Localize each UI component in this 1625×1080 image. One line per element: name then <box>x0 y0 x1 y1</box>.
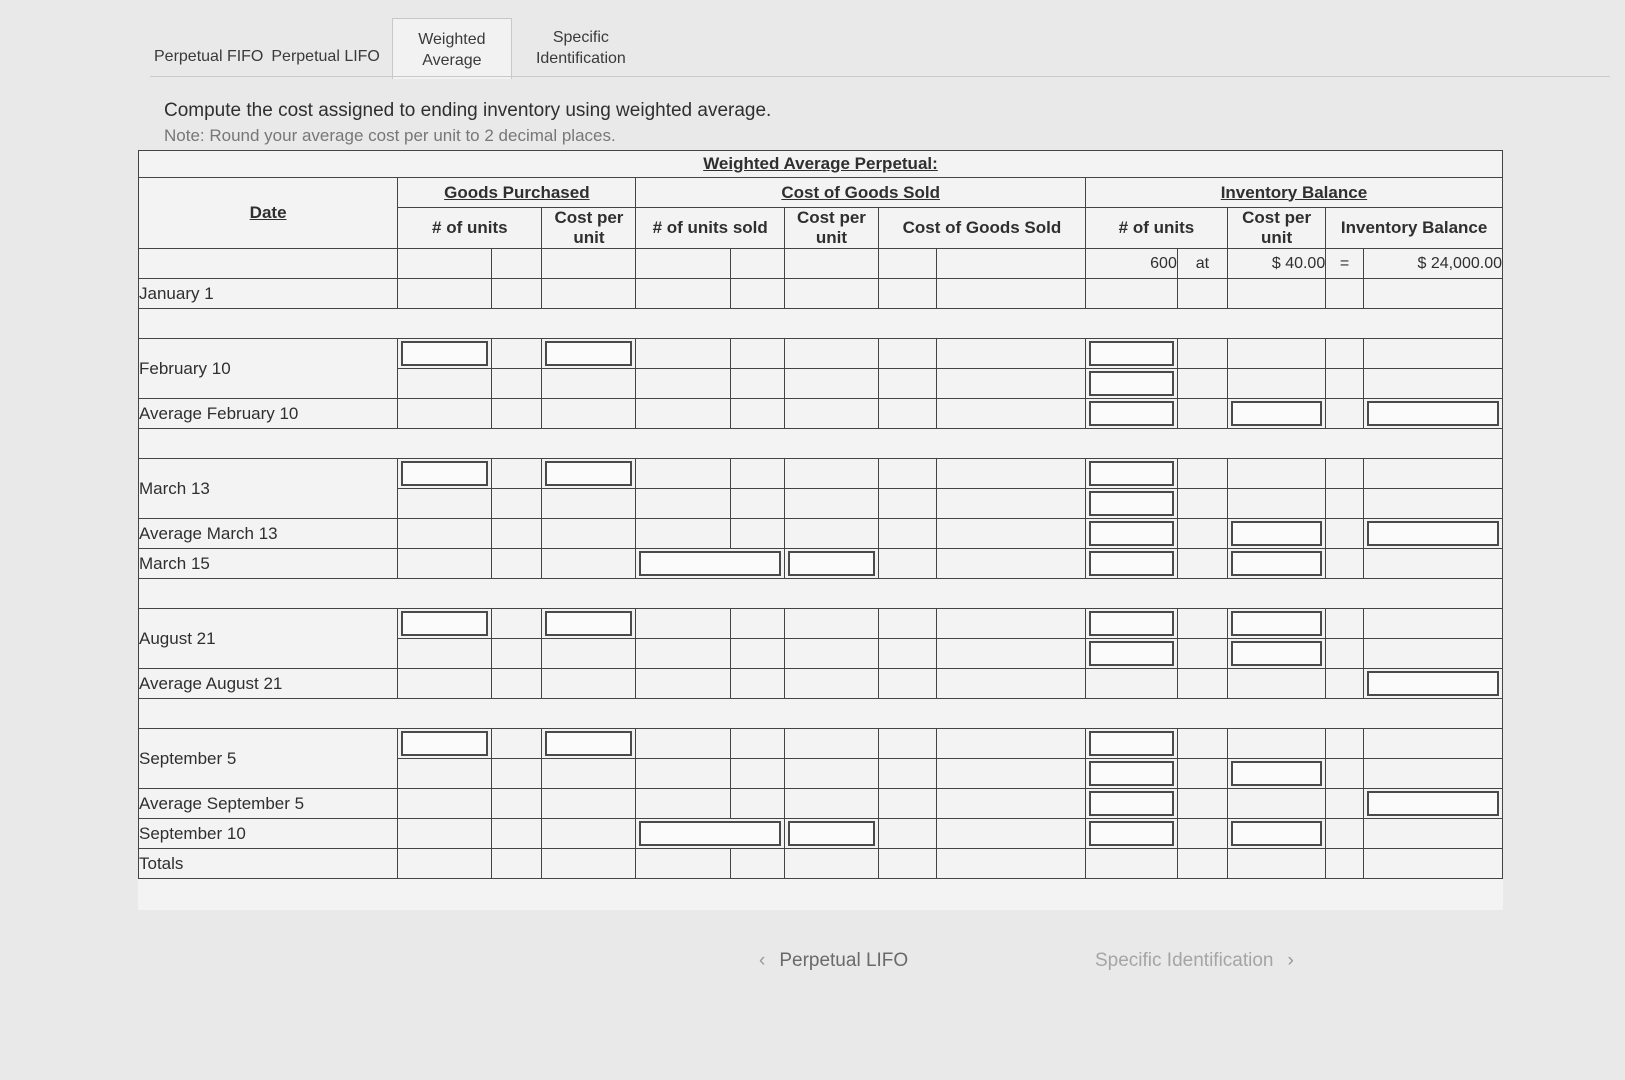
sep5-purchase-units-input[interactable] <box>401 731 488 756</box>
ib-units-header: # of units <box>1085 208 1227 249</box>
inventory-balance-header: Inventory Balance <box>1085 178 1502 208</box>
instruction-text: Compute the cost assigned to ending inventory using weighted average. <box>164 100 772 121</box>
sep10-balance-units-input[interactable] <box>1089 821 1174 846</box>
feb10-purchase-cost-input[interactable] <box>545 341 632 366</box>
avg-mar13-units-input[interactable] <box>1089 521 1174 546</box>
feb10-balance-units-input-2[interactable] <box>1089 371 1174 396</box>
prev-tab-link[interactable] <box>745 950 908 972</box>
tab-divider <box>150 76 1610 77</box>
sep5-purchase-cost-input[interactable] <box>545 731 632 756</box>
aug21-balance-cost-input-2[interactable] <box>1231 641 1322 666</box>
tab-specific-identification[interactable]: Specific Identification <box>535 29 626 67</box>
weighted-average-worksheet <box>138 150 1503 910</box>
instruction-note: Note: Round your average cost per unit to 2 decimal places. <box>164 126 616 145</box>
aug21-purchase-cost-input[interactable] <box>545 611 632 636</box>
opening-cost: $ 40.00 <box>1228 249 1326 279</box>
tab-bar <box>150 18 650 79</box>
row-label-average-august-21: Average August 21 <box>139 669 398 699</box>
aug21-balance-cost-input-1[interactable] <box>1231 611 1322 636</box>
sep10-cost-per-unit-input[interactable] <box>788 821 875 846</box>
tab-weighted-average[interactable]: Weighted Average <box>392 18 512 79</box>
opening-equals: = <box>1326 249 1364 279</box>
row-label-average-march-13: Average March 13 <box>139 519 398 549</box>
aug21-balance-units-input-2[interactable] <box>1089 641 1174 666</box>
opening-at: at <box>1177 249 1227 279</box>
tab-perpetual-fifo[interactable]: Perpetual FIFO <box>154 48 264 65</box>
gp-cost-header: Cost per unit <box>542 208 636 249</box>
row-label-average-february-10: Average February 10 <box>139 399 398 429</box>
cogs-cost-header: Cost per unit <box>784 208 878 249</box>
row-label-august-21: August 21 <box>139 609 398 669</box>
sep5-balance-units-input-1[interactable] <box>1089 731 1174 756</box>
mar13-balance-units-input-2[interactable] <box>1089 491 1174 516</box>
feb10-balance-units-input-1[interactable] <box>1089 341 1174 366</box>
row-label-january-1: January 1 <box>139 279 398 309</box>
cogs-units-header: # of units sold <box>636 208 784 249</box>
avg-mar13-cost-input[interactable] <box>1231 521 1322 546</box>
row-label-september-10: September 10 <box>139 819 398 849</box>
prev-tab-label: Perpetual LIFO <box>779 950 909 971</box>
mar15-cost-per-unit-input[interactable] <box>788 551 875 576</box>
table-title: Weighted Average Perpetual: <box>139 151 1503 178</box>
chevron-right-icon: › <box>1287 950 1294 971</box>
row-label-september-5: September 5 <box>139 729 398 789</box>
mar15-units-sold-input[interactable] <box>639 551 780 576</box>
worksheet-table <box>138 150 1503 879</box>
mar15-balance-cost-input[interactable] <box>1231 551 1322 576</box>
mar15-balance-units-input[interactable] <box>1089 551 1174 576</box>
row-label-march-15: March 15 <box>139 549 398 579</box>
row-label-average-september-5: Average September 5 <box>139 789 398 819</box>
sep10-balance-cost-input[interactable] <box>1231 821 1322 846</box>
mar13-purchase-units-input[interactable] <box>401 461 488 486</box>
next-tab-label: Specific Identification <box>1095 950 1274 971</box>
avg-feb10-balance-input[interactable] <box>1367 401 1499 426</box>
goods-purchased-header: Goods Purchased <box>398 178 636 208</box>
opening-balance: $ 24,000.00 <box>1363 249 1502 279</box>
date-header: Date <box>139 178 398 249</box>
instructions <box>164 100 771 146</box>
avg-sep5-balance-input[interactable] <box>1367 791 1499 816</box>
feb10-purchase-units-input[interactable] <box>401 341 488 366</box>
mar13-purchase-cost-input[interactable] <box>545 461 632 486</box>
sep5-balance-units-input-2[interactable] <box>1089 761 1174 786</box>
sep5-balance-cost-input[interactable] <box>1231 761 1322 786</box>
row-label-march-13: March 13 <box>139 459 398 519</box>
ib-cost-header: Cost per unit <box>1228 208 1326 249</box>
avg-mar13-balance-input[interactable] <box>1367 521 1499 546</box>
mar13-balance-units-input-1[interactable] <box>1089 461 1174 486</box>
avg-sep5-units-input[interactable] <box>1089 791 1174 816</box>
row-label-totals: Totals <box>139 849 398 879</box>
chevron-left-icon: ‹ <box>759 950 766 971</box>
next-tab-link[interactable] <box>1095 950 1308 972</box>
opening-units: 600 <box>1085 249 1177 279</box>
avg-feb10-cost-input[interactable] <box>1231 401 1322 426</box>
sep10-units-sold-input[interactable] <box>639 821 780 846</box>
avg-feb10-units-input[interactable] <box>1089 401 1174 426</box>
avg-aug21-balance-input[interactable] <box>1367 671 1499 696</box>
tab-perpetual-lifo[interactable]: Perpetual LIFO <box>271 48 380 65</box>
row-label-february-10: February 10 <box>139 339 398 399</box>
cost-of-goods-sold-header: Cost of Goods Sold <box>636 178 1085 208</box>
aug21-balance-units-input-1[interactable] <box>1089 611 1174 636</box>
gp-units-header: # of units <box>398 208 542 249</box>
cogs-total-header: Cost of Goods Sold <box>878 208 1085 249</box>
ib-balance-header: Inventory Balance <box>1326 208 1503 249</box>
aug21-purchase-units-input[interactable] <box>401 611 488 636</box>
